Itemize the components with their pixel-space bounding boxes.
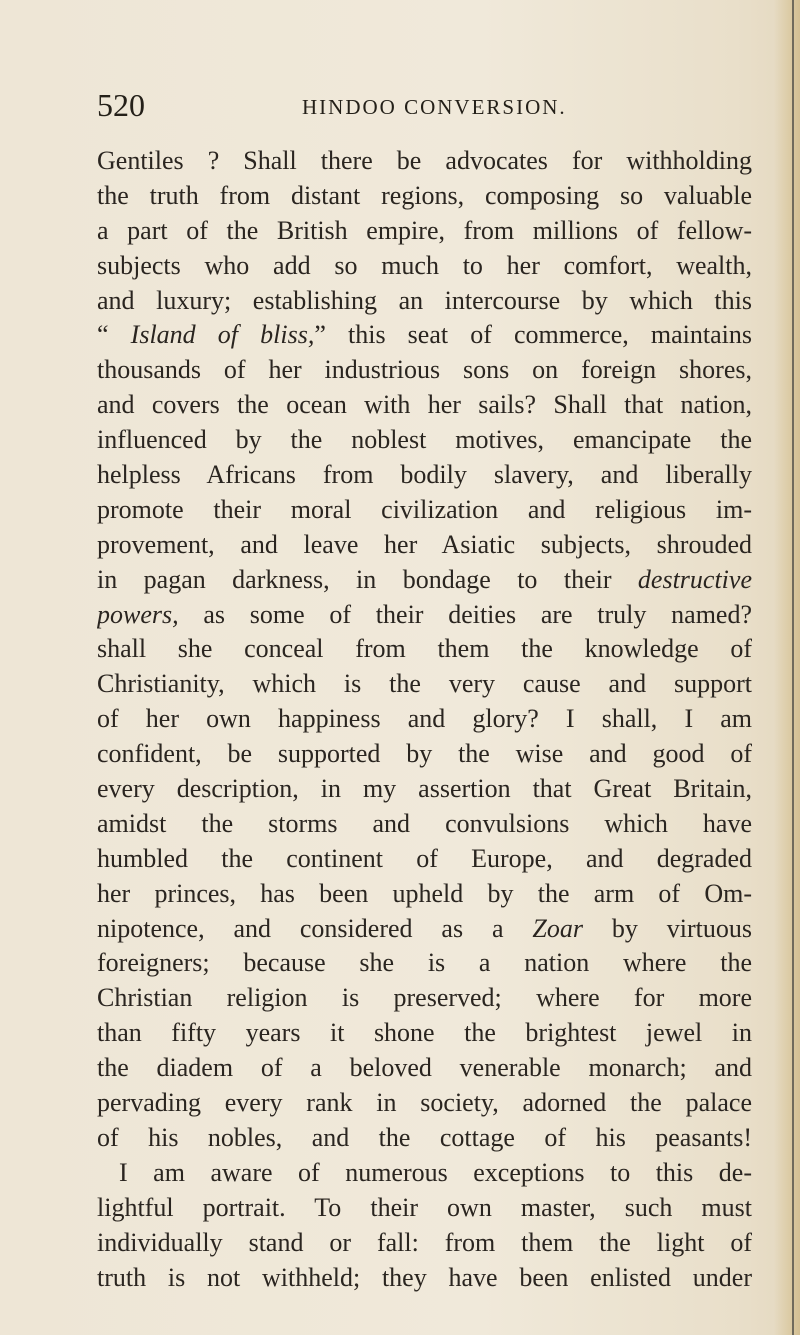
text-line: amidst the storms and convulsions which have: [97, 808, 752, 838]
running-head: [97, 88, 737, 122]
text-line: individually stand or fall: from them the light of: [97, 1227, 752, 1257]
text-line: humbled the continent of Europe, and degraded: [97, 843, 752, 873]
text-line: Christian religion is preserved; where for more: [97, 983, 752, 1013]
page-edge-line: [792, 0, 794, 1335]
text-line: her princes, has been upheld by the arm of Om-: [97, 878, 752, 908]
page-edge-stain: [774, 0, 800, 1335]
text-line: every description, in my assertion that Great Britain,: [97, 774, 752, 804]
text-line: the diadem of a beloved venerable monarch; and: [97, 1053, 752, 1083]
text-line: a part of the British empire, from millions of fellow-: [97, 215, 752, 245]
text-line: I am aware of numerous exceptions to this de-: [119, 1157, 752, 1187]
italic-phrase: Zoar: [532, 913, 583, 943]
text-line: the truth from distant regions, composing so valuable: [97, 180, 752, 210]
text-line: “ Island of bliss,” this seat of commerce, maintains: [97, 320, 752, 350]
text-line: provement, and leave her Asiatic subjects, shrouded: [97, 529, 752, 559]
body-text: [97, 144, 752, 1295]
italic-phrase: powers,: [97, 599, 179, 629]
text-line: helpless Africans from bodily slavery, and liberally: [97, 460, 752, 490]
text-line: powers, as some of their deities are truly named?: [97, 599, 752, 629]
text-line: shall she conceal from them the knowledge of: [97, 634, 752, 664]
text-line: and luxury; establishing an intercourse by which this: [97, 285, 752, 315]
text-line: foreigners; because she is a nation where the: [97, 948, 752, 978]
text-line: than fifty years it shone the brightest jewel in: [97, 1018, 752, 1048]
text-line: of his nobles, and the cottage of his peasants!: [97, 1122, 752, 1152]
text-line: promote their moral civilization and religious im-: [97, 494, 752, 524]
text-line: Christianity, which is the very cause and support: [97, 669, 752, 699]
italic-phrase: destructive: [637, 564, 752, 594]
text-line: nipotence, and considered as a Zoar by virtuous: [97, 913, 752, 943]
page-number: 520: [97, 87, 145, 123]
text-line: of her own happiness and glory? I shall, I am: [97, 704, 752, 734]
text-line: lightful portrait. To their own master, such must: [97, 1192, 752, 1222]
text-line: confident, be supported by the wise and good of: [97, 739, 752, 769]
text-line: Gentiles ? Shall there be advocates for withholding: [97, 146, 752, 175]
italic-phrase: Island of bliss,: [130, 320, 315, 350]
text-line: pervading every rank in society, adorned the palace: [97, 1088, 752, 1118]
text-line: truth is not withheld; they have been enlisted under: [97, 1262, 752, 1292]
running-title: HINDOO CONVERSION.: [302, 95, 567, 119]
text-line: thousands of her industrious sons on foreign shores,: [97, 355, 752, 385]
text-line: influenced by the noblest motives, emancipate the: [97, 425, 752, 455]
text-line: and covers the ocean with her sails? Shall that nation,: [97, 390, 752, 420]
text-line: subjects who add so much to her comfort, wealth,: [97, 250, 752, 280]
text-line: in pagan darkness, in bondage to their destructive: [97, 564, 752, 594]
